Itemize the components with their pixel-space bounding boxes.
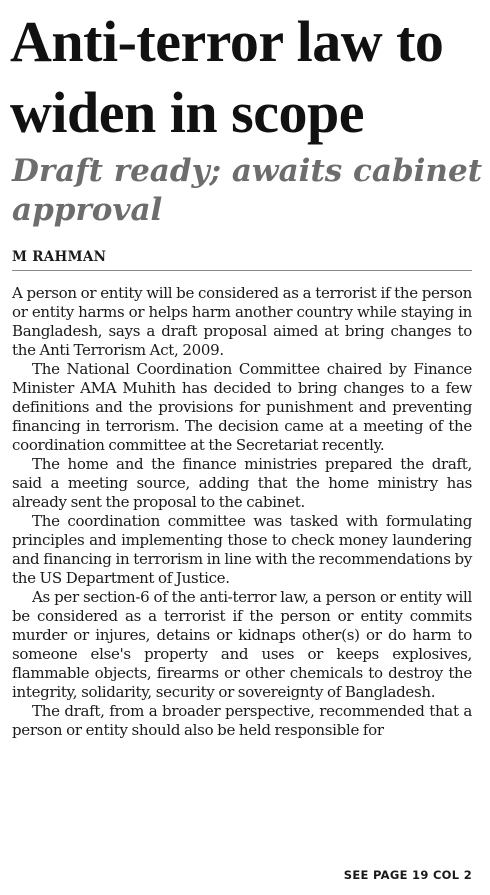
paragraph-3: The home and the finance ministries prepared the draft, said a meeting source, adding that the home ministry has already sent the proposal to the cabinet. — [12, 455, 472, 511]
byline: M RAHMAN — [12, 249, 107, 265]
paragraph-4: The coordination committee was tasked with formulating principles and implementing those to check money laundering and financing in terrorism in line with the recommendations by the US Department of Justice. — [12, 512, 472, 587]
paragraph-6: The draft, from a broader perspective, recommended that a person or entity should also be held responsible for — [12, 702, 472, 739]
article-body — [12, 284, 472, 740]
paragraph-5: As per section-6 of the anti-terror law, a person or entity will be considered as a terrorist if the person or entity commits murder or injures, detains or kidnaps other(s) or do harm to someone else's property and uses or keeps explosives, flammable objects, firearms or other chemicals to destroy the integrity, solidarity, security or sovereignty of Bangladesh. — [12, 588, 472, 701]
headline: Anti-terror law to widen in scope — [10, 9, 444, 145]
subheadline: Draft ready; awaits cabinet approval — [12, 153, 483, 228]
byline-divider — [12, 270, 472, 271]
paragraph-2: The National Coordination Committee chaired by Finance Minister AMA Muhith has decided to bring changes to a few definitions and the provisions for punishment and preventing financing in terrorism. The decision came at a meeting of the coordination committee at the Secretariat recently. — [12, 360, 472, 454]
paragraph-1: A person or entity will be considered as a terrorist if the person or entity harms or helps harm another country while staying in Bangladesh, says a draft proposal aimed at bring changes to the Anti Terrorism Act, 2009. — [12, 284, 472, 359]
continuation-jump-line: SEE PAGE 19 COL 2 — [343, 868, 472, 882]
